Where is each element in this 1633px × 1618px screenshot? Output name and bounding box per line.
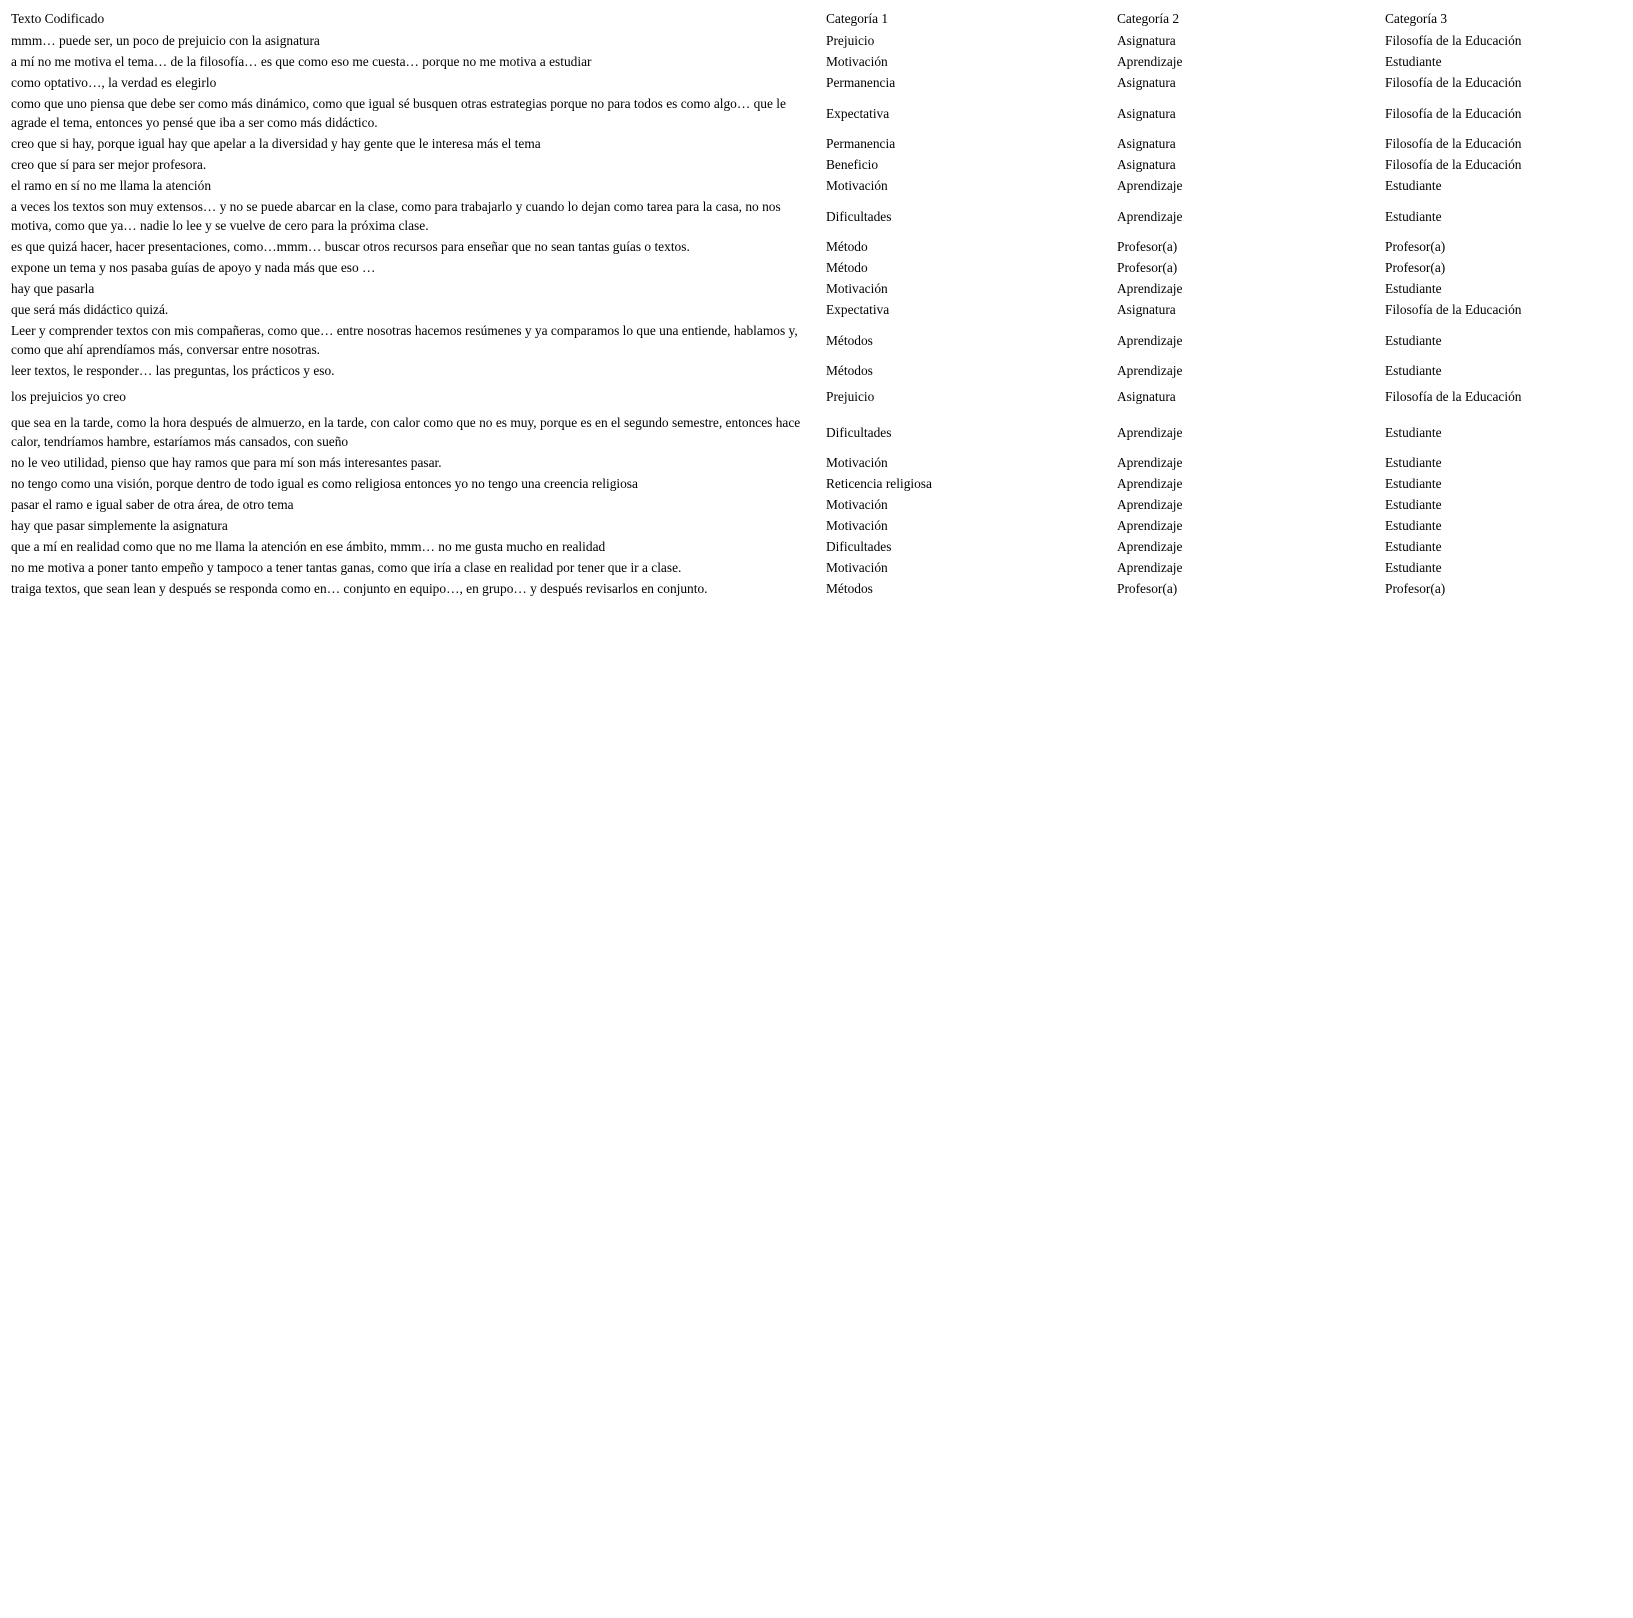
table-row: [11, 236, 1623, 257]
category-1-cell: Permanencia: [826, 75, 896, 90]
header-category-1: Categoría 1: [826, 11, 889, 26]
category-1-cell: Motivación: [826, 178, 888, 193]
category-1-cell: Motivación: [826, 560, 888, 575]
category-1-cell: Dificultades: [826, 424, 892, 440]
category-2-cell: Profesor(a): [1117, 581, 1178, 596]
category-3-cell: Profesor(a): [1385, 581, 1446, 596]
category-1-cell: Permanencia: [826, 136, 896, 151]
category-3-cell: Estudiante: [1385, 332, 1442, 348]
category-3-cell: Filosofía de la Educación: [1385, 105, 1522, 121]
category-2-cell: Aprendizaje: [1117, 208, 1183, 224]
table-row: [11, 412, 1623, 452]
category-2-cell: Aprendizaje: [1117, 281, 1183, 296]
category-3-cell: Filosofía de la Educación: [1385, 33, 1522, 48]
coded-text-table: [11, 6, 1623, 599]
header-coded-text: Texto Codificado: [11, 11, 105, 26]
category-2-cell: Aprendizaje: [1117, 332, 1183, 348]
table-row: [11, 72, 1623, 93]
category-3-cell: Filosofía de la Educación: [1385, 136, 1522, 151]
category-2-cell: Aprendizaje: [1117, 455, 1183, 470]
coded-text-cell: que sea en la tarde, como la hora después de almuerzo, en la tarde, con calor como que no es muy, porque es en el segundo semestre, entonces hace calor, tendríamos hambre, estaríamos más cansados, con sueño: [11, 415, 801, 449]
category-1-cell: Métodos: [826, 363, 873, 378]
category-3-cell: Estudiante: [1385, 281, 1442, 296]
coded-text-cell: los prejuicios yo creo: [11, 389, 126, 404]
coded-text-cell: hay que pasarla: [11, 281, 95, 296]
coded-text-cell: expone un tema y nos pasaba guías de apoyo y nada más que eso …: [11, 260, 376, 275]
table-header-row: [11, 6, 1623, 30]
category-3-cell: Estudiante: [1385, 178, 1442, 193]
coded-text-cell: leer textos, le responder… las preguntas, los prácticos y eso.: [11, 363, 335, 378]
category-1-cell: Motivación: [826, 281, 888, 296]
category-3-cell: Filosofía de la Educación: [1385, 302, 1522, 317]
category-3-cell: Estudiante: [1385, 424, 1442, 440]
coded-text-cell: no me motiva a poner tanto empeño y tampoco a tener tantas ganas, como que iría a clase en realidad por tener que ir a clase.: [11, 560, 682, 575]
table-row: [11, 257, 1623, 278]
category-3-cell: Profesor(a): [1385, 260, 1446, 275]
category-1-cell: Prejuicio: [826, 389, 875, 404]
coded-text-cell: creo que si hay, porque igual hay que apelar a la diversidad y hay gente que le interesa más el tema: [11, 136, 541, 151]
category-3-cell: Estudiante: [1385, 476, 1442, 491]
category-2-cell: Aprendizaje: [1117, 497, 1183, 512]
table-row: [11, 299, 1623, 320]
header-category-3: Categoría 3: [1385, 11, 1448, 26]
category-2-cell: Asignatura: [1117, 389, 1176, 404]
category-3-cell: Filosofía de la Educación: [1385, 75, 1522, 90]
table-row: [11, 536, 1623, 557]
coded-text-cell: traiga textos, que sean lean y después se responda como en… conjunto en equipo…, en grupo… y después revisarlos en conjunto.: [11, 581, 708, 596]
category-2-cell: Aprendizaje: [1117, 54, 1183, 69]
coded-text-cell: mmm… puede ser, un poco de prejuicio con la asignatura: [11, 33, 320, 48]
coded-text-cell: pasar el ramo e igual saber de otra área, de otro tema: [11, 497, 294, 512]
category-3-cell: Filosofía de la Educación: [1385, 157, 1522, 172]
category-3-cell: Profesor(a): [1385, 239, 1446, 254]
category-2-cell: Aprendizaje: [1117, 539, 1183, 554]
table-row: [11, 381, 1623, 412]
category-2-cell: Profesor(a): [1117, 239, 1178, 254]
table-row: [11, 133, 1623, 154]
category-2-cell: Asignatura: [1117, 75, 1176, 90]
category-2-cell: Aprendizaje: [1117, 518, 1183, 533]
category-2-cell: Aprendizaje: [1117, 178, 1183, 193]
coded-text-cell: creo que sí para ser mejor profesora.: [11, 157, 207, 172]
coded-text-cell: no le veo utilidad, pienso que hay ramos que para mí son más interesantes pasar.: [11, 455, 442, 470]
table-row: [11, 473, 1623, 494]
coded-text-document: [11, 6, 1623, 599]
category-1-cell: Métodos: [826, 332, 873, 348]
coded-text-cell: es que quizá hacer, hacer presentaciones, como…mmm… buscar otros recursos para enseñar que no sean tantas guías o textos.: [11, 239, 690, 254]
coded-text-cell: como optativo…, la verdad es elegirlo: [11, 75, 217, 90]
category-3-cell: Estudiante: [1385, 497, 1442, 512]
category-2-cell: Aprendizaje: [1117, 424, 1183, 440]
coded-text-cell: que será más didáctico quizá.: [11, 302, 169, 317]
category-1-cell: Dificultades: [826, 539, 892, 554]
category-2-cell: Profesor(a): [1117, 260, 1178, 275]
table-row: [11, 557, 1623, 578]
category-1-cell: Motivación: [826, 54, 888, 69]
coded-text-cell: el ramo en sí no me llama la atención: [11, 178, 212, 193]
table-row: [11, 30, 1623, 51]
category-3-cell: Filosofía de la Educación: [1385, 389, 1522, 404]
table-row: [11, 196, 1623, 236]
coded-text-cell: hay que pasar simplemente la asignatura: [11, 518, 228, 533]
category-1-cell: Expectativa: [826, 105, 890, 121]
coded-text-cell: que a mí en realidad como que no me llama la atención en ese ámbito, mmm… no me gusta mucho en realidad: [11, 539, 606, 554]
table-row: [11, 278, 1623, 299]
table-row: [11, 578, 1623, 599]
category-3-cell: Estudiante: [1385, 363, 1442, 378]
category-1-cell: Motivación: [826, 455, 888, 470]
table-row: [11, 175, 1623, 196]
header-category-2: Categoría 2: [1117, 11, 1180, 26]
table-row: [11, 494, 1623, 515]
category-3-cell: Estudiante: [1385, 518, 1442, 533]
table-row: [11, 320, 1623, 360]
coded-text-cell: Leer y comprender textos con mis compañeras, como que… entre nosotras hacemos resúmenes y ya comparamos lo que una entiende, hablamos y, como que ahí aprendíamos más, conversar entre nosotras.: [11, 323, 798, 357]
category-1-cell: Prejuicio: [826, 33, 875, 48]
table-row: [11, 51, 1623, 72]
category-3-cell: Estudiante: [1385, 54, 1442, 69]
category-2-cell: Asignatura: [1117, 157, 1176, 172]
category-2-cell: Asignatura: [1117, 136, 1176, 151]
coded-text-cell: a veces los textos son muy extensos… y no se puede abarcar en la clase, como para trabajarlo y cuando lo dejan como tarea para la casa, no nos motiva, como que ya… nadie lo lee y se vuelve de cero para la próxima clase.: [11, 199, 781, 233]
category-3-cell: Estudiante: [1385, 560, 1442, 575]
table-row: [11, 452, 1623, 473]
table-row: [11, 93, 1623, 133]
category-1-cell: Método: [826, 260, 868, 275]
coded-text-cell: como que uno piensa que debe ser como más dinámico, como que igual sé busquen otras estrategias porque no para todos es como algo… que le agrade el tema, entonces yo pensé que iba a ser como más didáctico.: [11, 96, 786, 130]
table-body: [11, 30, 1623, 599]
category-2-cell: Asignatura: [1117, 105, 1176, 121]
category-3-cell: Estudiante: [1385, 539, 1442, 554]
table-row: [11, 360, 1623, 381]
category-1-cell: Beneficio: [826, 157, 879, 172]
category-1-cell: Método: [826, 239, 868, 254]
category-1-cell: Motivación: [826, 518, 888, 533]
category-2-cell: Asignatura: [1117, 33, 1176, 48]
coded-text-cell: a mí no me motiva el tema… de la filosofía… es que como eso me cuesta… porque no me motiva a estudiar: [11, 54, 592, 69]
category-2-cell: Asignatura: [1117, 302, 1176, 317]
category-2-cell: Aprendizaje: [1117, 363, 1183, 378]
category-1-cell: Expectativa: [826, 302, 890, 317]
category-1-cell: Métodos: [826, 581, 873, 596]
category-2-cell: Aprendizaje: [1117, 560, 1183, 575]
category-3-cell: Estudiante: [1385, 455, 1442, 470]
category-2-cell: Aprendizaje: [1117, 476, 1183, 491]
category-1-cell: Motivación: [826, 497, 888, 512]
category-3-cell: Estudiante: [1385, 208, 1442, 224]
category-1-cell: Reticencia religiosa: [826, 476, 932, 491]
category-1-cell: Dificultades: [826, 208, 892, 224]
table-row: [11, 154, 1623, 175]
coded-text-cell: no tengo como una visión, porque dentro de todo igual es como religiosa entonces yo no tengo una creencia religiosa: [11, 476, 638, 491]
table-row: [11, 515, 1623, 536]
